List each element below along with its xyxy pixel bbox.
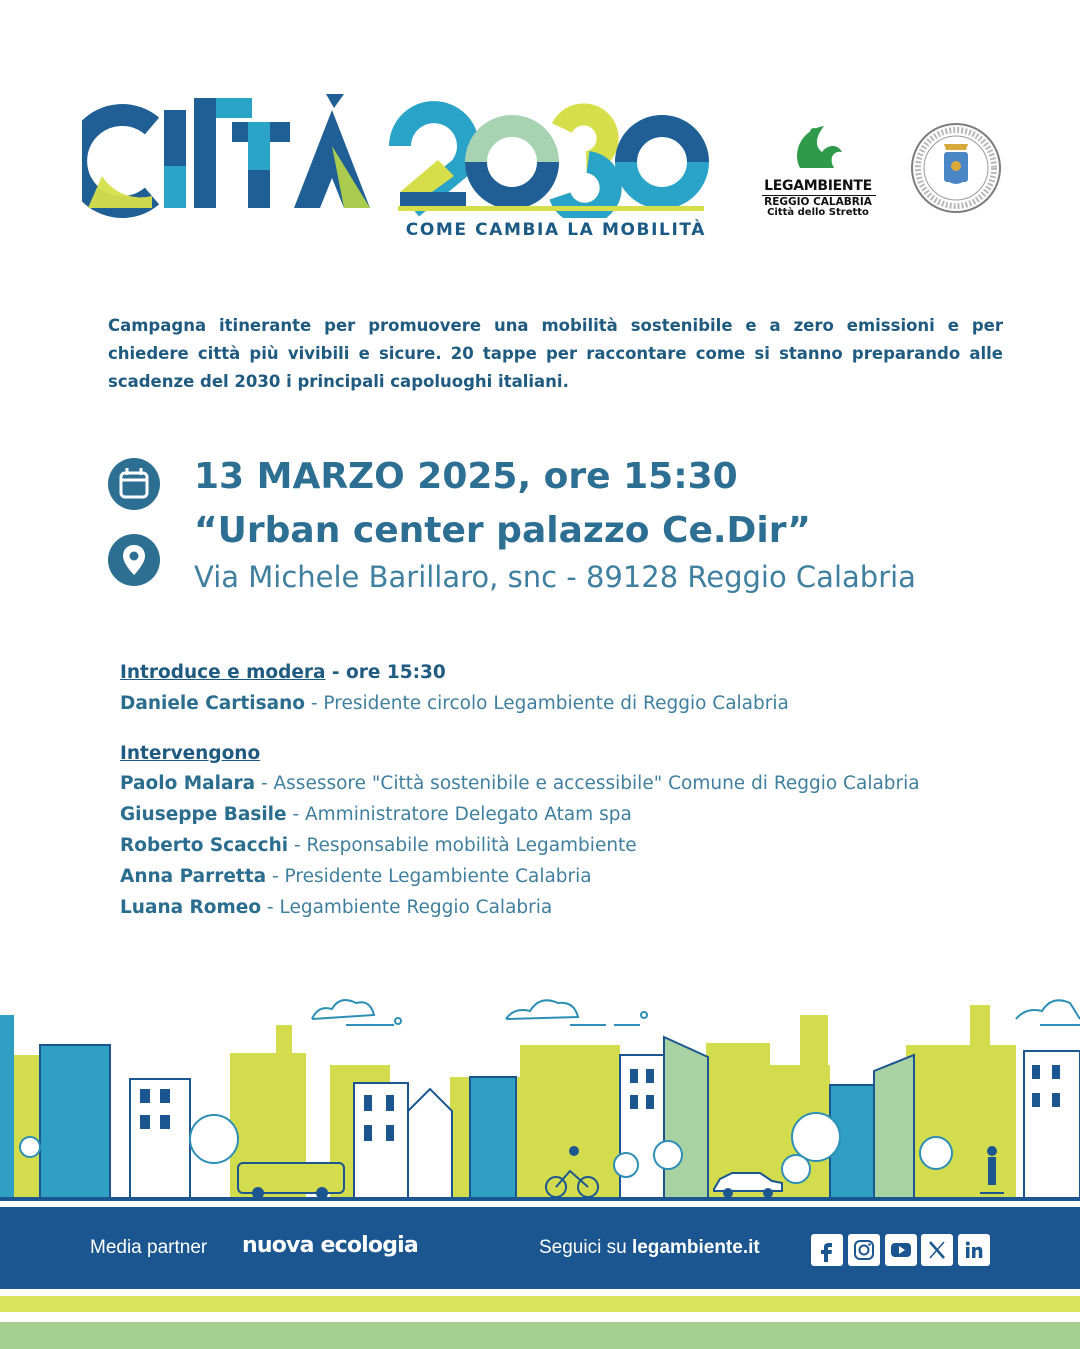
youtube-icon[interactable]: [885, 1234, 917, 1266]
speaker-role: - Responsabile mobilità Legambiente: [288, 835, 637, 856]
speaker-name: Daniele Cartisano: [120, 693, 305, 714]
speaker-name: Paolo Malara: [120, 773, 256, 794]
speaker-role: - Presidente Legambiente Calabria: [266, 866, 592, 887]
speaker-role: - Amministratore Delegato Atam spa: [286, 804, 632, 825]
event-date-time: 13 MARZO 2025, ore 15:30: [194, 456, 738, 497]
footer-bar: [0, 1207, 1080, 1289]
media-partner-label: Media partner: [90, 1237, 208, 1258]
calendar-icon: [108, 458, 160, 515]
speaker-row: [120, 866, 592, 887]
campaign-description: Campagna itinerante per promuovere una mobilità sostenibile e a zero emissioni e per chiedere città più vivibili e sicure. 20 tappe per raccontare come si stanno preparando alle scadenze del 2030 i principali capoluoghi italiani.: [108, 316, 1003, 391]
speakers-heading-row: [120, 743, 260, 764]
city-skyline-illustration: [0, 985, 1080, 1201]
follow-prefix: Seguici su: [539, 1237, 632, 1258]
footer-stripe-green: [0, 1322, 1080, 1349]
speaker-row: [120, 773, 920, 794]
event-venue: “Urban center palazzo Ce.Dir”: [194, 510, 811, 551]
speaker-name: Anna Parretta: [120, 866, 267, 887]
instagram-icon[interactable]: [848, 1234, 880, 1266]
city-coat-of-arms-seal: [910, 122, 1002, 214]
speaker-name: Luana Romeo: [120, 897, 262, 918]
moderator-heading: Introduce e modera: [120, 662, 326, 683]
x-icon[interactable]: [921, 1234, 953, 1266]
media-partner-logo[interactable]: nuova ecologia: [242, 1233, 418, 1258]
partner-subtitle-2: Città dello Stretto: [767, 207, 869, 218]
speaker-row: [120, 835, 637, 856]
speaker-role: - Assessore "Città sostenibile e accessibile" Comune di Reggio Calabria: [255, 773, 920, 794]
speaker-row: [120, 804, 632, 825]
footer-stripe-lime: [0, 1296, 1080, 1312]
speaker-row: [120, 897, 552, 918]
partner-name: LEGAMBIENTE: [764, 178, 872, 194]
event-address: Via Michele Barillaro, snc - 89128 Reggio Calabria: [194, 560, 916, 594]
moderator-heading-row: [120, 662, 446, 683]
website-link[interactable]: legambiente.it: [631, 1237, 760, 1258]
speakers-heading: Intervengono: [120, 743, 261, 764]
speaker-role: - Legambiente Reggio Calabria: [261, 897, 553, 918]
linkedin-icon[interactable]: [958, 1234, 990, 1266]
follow-text: [539, 1237, 760, 1259]
location-pin-icon: [108, 534, 160, 591]
facebook-icon[interactable]: [811, 1234, 843, 1266]
logo-subtitle: COME CAMBIA LA MOBILITÀ: [405, 220, 706, 240]
speaker-name: Giuseppe Basile: [120, 804, 287, 825]
moderator-time: - ore 15:30: [325, 662, 446, 683]
speaker-name: Roberto Scacchi: [120, 835, 289, 856]
partner-subtitle: REGGIO CALABRIA: [764, 196, 872, 208]
speaker-role: - Presidente circolo Legambiente di Reggio Calabria: [304, 693, 789, 714]
legambiente-logo: [756, 118, 880, 218]
moderator-row: [120, 693, 789, 714]
